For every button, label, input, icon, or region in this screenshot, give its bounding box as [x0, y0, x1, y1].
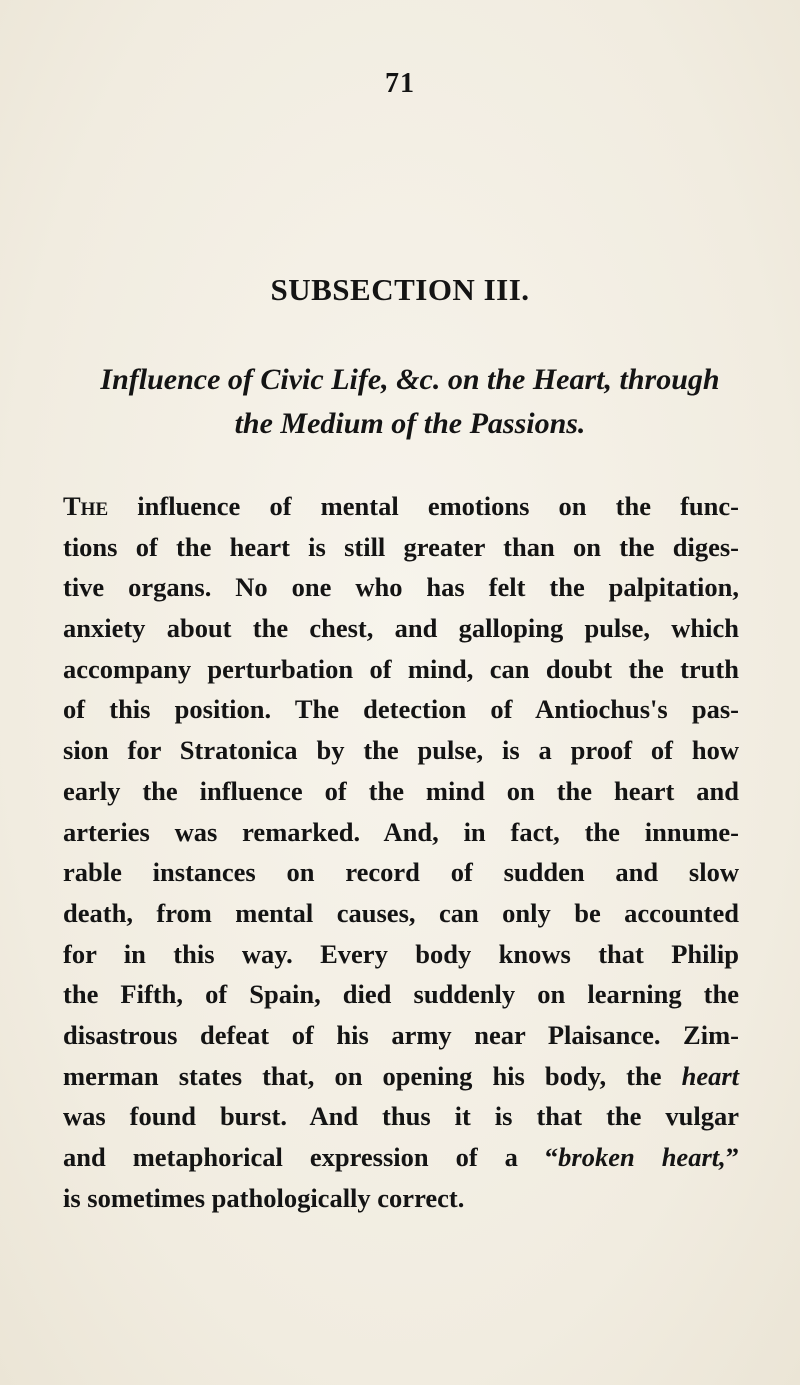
section-title-line-1: Influence of Civic Life, &c. on the Heart, through: [100, 363, 720, 396]
text-line: tive organs. No one who has felt the palpitation,: [63, 572, 739, 603]
text-line-content: merman states that, on opening his body, the: [63, 1060, 662, 1091]
text-line: rable instances on record of sudden and slow: [63, 857, 739, 888]
closing-quote: ”: [725, 1142, 739, 1172]
text-line: is sometimes pathologically correct.: [63, 1182, 465, 1213]
text-line: disastrous defeat of his army near Plaisance. Zim-: [63, 1019, 739, 1050]
section-title: [60, 358, 760, 446]
italic-phrase: broken heart,: [558, 1142, 726, 1172]
page-number: 71: [385, 68, 415, 99]
text-line-content: influence of mental emotions on the func-: [108, 491, 739, 521]
text-line: [63, 1056, 739, 1097]
text-line: early the influence of the mind on the heart and: [63, 775, 739, 806]
subsection-heading: SUBSECTION III.: [270, 272, 530, 307]
text-line: arteries was remarked. And, in fact, the innume-: [63, 816, 739, 847]
text-line: accompany perturbation of mind, can doubt the truth: [63, 653, 739, 684]
text-line: was found burst. And thus it is that the vulgar: [63, 1101, 739, 1132]
section-title-line-2: the Medium of the Passions.: [234, 407, 586, 440]
text-line: the Fifth, of Spain, died suddenly on learning the: [63, 979, 739, 1010]
text-line: of this position. The detection of Antiochus's pas-: [63, 694, 739, 725]
text-line: death, from mental causes, can only be accounted: [63, 897, 739, 928]
text-line: sion for Stratonica by the pulse, is a proof of how: [63, 735, 739, 766]
text-line: [63, 1137, 739, 1178]
text-line: [63, 486, 739, 527]
italic-word: heart: [681, 1060, 740, 1091]
body-paragraph: [63, 486, 739, 1218]
text-line: tions of the heart is still greater than on the diges-: [63, 531, 739, 562]
text-line: for in this way. Every body knows that Philip: [63, 938, 739, 969]
opening-word: The: [63, 491, 109, 521]
text-line-content: and metaphorical expression of a “: [63, 1142, 559, 1172]
text-line: anxiety about the chest, and galloping pulse, which: [63, 613, 739, 644]
